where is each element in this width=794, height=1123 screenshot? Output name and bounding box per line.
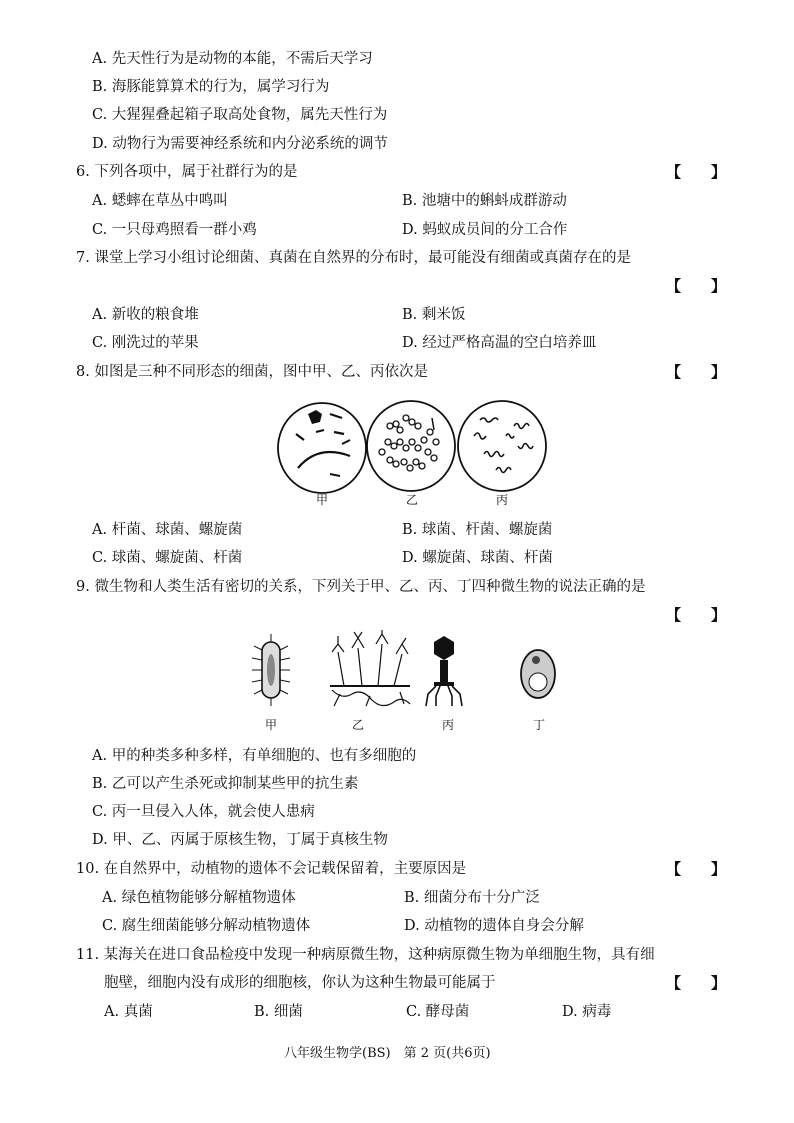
q5-option-a: A. 先天性行为是动物的本能，不需后天学习 bbox=[92, 51, 373, 67]
virus-icon bbox=[426, 636, 462, 706]
q8-figure-label-bing: 丙 bbox=[496, 493, 509, 507]
q8-stem: 8. 如图是三种不同形态的细菌，图中甲、乙、丙依次是 bbox=[76, 364, 428, 380]
q10-stem: 10. 在自然界中，动植物的遗体不会记载保留着，主要原因是 bbox=[76, 861, 467, 877]
q8-option-a: A. 杆菌、球菌、螺旋菌 bbox=[92, 522, 243, 538]
q9-option-a: A. 甲的种类多种多样，有单细胞的、也有多细胞的 bbox=[92, 748, 417, 764]
mold-fungus-icon bbox=[330, 630, 410, 706]
q5-option-c: C. 大猩猩叠起箱子取高处食物，属先天性行为 bbox=[92, 107, 388, 123]
q9-figure-label-yi: 乙 bbox=[352, 718, 365, 732]
q9-option-d: D. 甲、乙、丙属于原核生物，丁属于真核生物 bbox=[92, 832, 388, 848]
yeast-icon bbox=[521, 650, 555, 698]
q7-option-c: C. 刚洗过的苹果 bbox=[92, 335, 199, 351]
q7-option-b: B. 剩米饭 bbox=[402, 307, 466, 323]
q7-stem: 7. 课堂上学习小组讨论细菌、真菌在自然界的分布时，最可能没有细菌或真菌存在的是 bbox=[76, 250, 631, 266]
spiral-bacteria-dish-icon bbox=[458, 401, 546, 491]
q5-option-b: B. 海豚能算算术的行为，属学习行为 bbox=[92, 79, 330, 95]
q6-answer-bracket: 【 】 bbox=[666, 163, 727, 181]
q9-option-c: C. 丙一旦侵入人体，就会使人患病 bbox=[92, 804, 315, 820]
q6-option-a: A. 蟋蟀在草丛中鸣叫 bbox=[92, 193, 228, 209]
rod-bacteria-dish-icon bbox=[278, 403, 366, 493]
q11-option-c: C. 酵母菌 bbox=[406, 1004, 470, 1020]
bacterium-icon bbox=[252, 634, 290, 706]
q8-figure-label-jia: 甲 bbox=[316, 493, 329, 507]
q7-option-d: D. 经过严格高温的空白培养皿 bbox=[402, 335, 597, 351]
q8-bacteria-figure bbox=[270, 396, 550, 496]
q11-option-d: D. 病毒 bbox=[562, 1004, 612, 1020]
q7-answer-bracket: 【 】 bbox=[666, 277, 727, 295]
q8-figure-label-yi: 乙 bbox=[406, 493, 419, 507]
q10-option-d: D. 动植物的遗体自身会分解 bbox=[404, 918, 584, 934]
q8-option-c: C. 球菌、螺旋菌、杆菌 bbox=[92, 550, 243, 566]
page-footer: 八年级生物学(BS) 第 2 页(共6页) bbox=[284, 1046, 491, 1061]
q9-figure-label-jia: 甲 bbox=[265, 718, 278, 732]
cocci-bacteria-dish-icon bbox=[367, 401, 455, 491]
q9-figure-label-ding: 丁 bbox=[533, 718, 546, 732]
q11-answer-bracket: 【 】 bbox=[666, 974, 727, 992]
q10-answer-bracket: 【 】 bbox=[666, 860, 727, 878]
q6-option-c: C. 一只母鸡照看一群小鸡 bbox=[92, 222, 257, 238]
q10-option-c: C. 腐生细菌能够分解动植物遗体 bbox=[102, 918, 311, 934]
q6-option-d: D. 蚂蚁成员间的分工合作 bbox=[402, 222, 568, 238]
q9-option-b: B. 乙可以产生杀死或抑制某些甲的抗生素 bbox=[92, 776, 359, 792]
q11-stem-line2: 胞壁，细胞内没有成形的细胞核，你认为这种生物最可能属于 bbox=[104, 975, 496, 991]
q9-microorganism-figure bbox=[240, 630, 570, 710]
q9-figure-label-bing: 丙 bbox=[442, 718, 455, 732]
q9-stem: 9. 微生物和人类生活有密切的关系，下列关于甲、乙、丙、丁四种微生物的说法正确的是 bbox=[76, 579, 646, 595]
q11-option-b: B. 细菌 bbox=[254, 1004, 303, 1020]
q11-stem-line1: 11. 某海关在进口食品检疫中发现一种病原微生物，这种病原微生物为单细胞生物，具有细 bbox=[76, 947, 655, 963]
q8-option-b: B. 球菌、杆菌、螺旋菌 bbox=[402, 522, 553, 538]
q11-option-a: A. 真菌 bbox=[104, 1004, 153, 1020]
q6-option-b: B. 池塘中的蝌蚪成群游动 bbox=[402, 193, 567, 209]
q10-option-a: A. 绿色植物能够分解植物遗体 bbox=[102, 890, 296, 906]
q10-option-b: B. 细菌分布十分广泛 bbox=[404, 890, 540, 906]
q5-option-d: D. 动物行为需要神经系统和内分泌系统的调节 bbox=[92, 136, 388, 152]
q7-option-a: A. 新收的粮食堆 bbox=[92, 307, 199, 323]
q8-answer-bracket: 【 】 bbox=[666, 363, 727, 381]
q8-option-d: D. 螺旋菌、球菌、杆菌 bbox=[402, 550, 553, 566]
q9-answer-bracket: 【 】 bbox=[666, 606, 727, 624]
q6-stem: 6. 下列各项中，属于社群行为的是 bbox=[76, 164, 298, 180]
